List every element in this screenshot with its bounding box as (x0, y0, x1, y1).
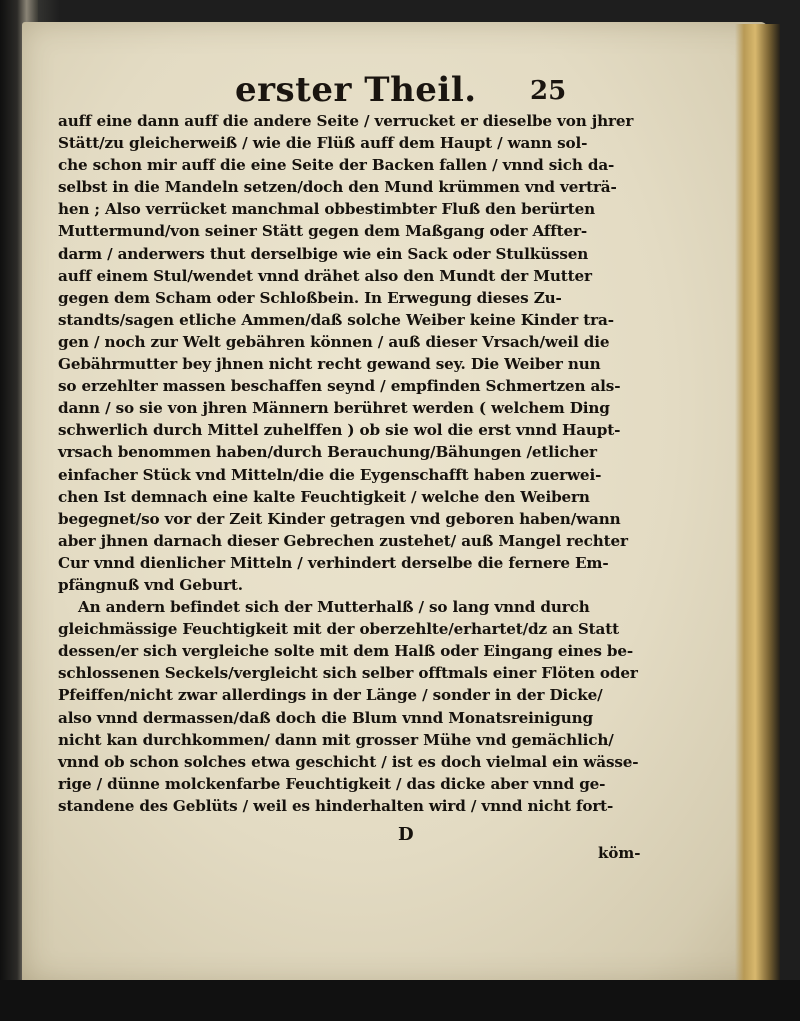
catchword: köm- (598, 844, 641, 862)
text-line: vnnd ob schon solches etwa geschicht / ist es doch vielmal ein wässe- (58, 752, 639, 771)
text-line: dann / so sie von jhren Männern berühret werden ( welchem Ding (58, 399, 610, 418)
text-line: gen / noch zur Welt gebähren können / auß dieser Vrsach/weil die (58, 332, 610, 351)
page-footer (58, 824, 658, 874)
text-line: standts/sagen etliche Ammen/daß solche Weiber keine Kinder tra- (58, 310, 614, 329)
text-line: gleichmässige Feuchtigkeit mit der oberzehlte/erhartet/dz an Statt (58, 620, 619, 639)
body-text (58, 110, 658, 817)
text-line: dessen/er sich vergleiche solte mit dem Halß oder Eingang eines be- (58, 642, 634, 661)
running-head: erster Theil. (235, 70, 477, 110)
text-line: pfängnuß vnd Geburt. (58, 575, 243, 594)
text-line: rige / dünne molckenfarbe Feuchtigkeit / das dicke aber vnnd ge- (58, 774, 606, 793)
text-line: Cur vnnd dienlicher Mitteln / verhindert derselbe die fernere Em- (58, 553, 609, 572)
scan-background (0, 980, 800, 1021)
page-number: 25 (530, 76, 567, 106)
text-line: gegen dem Scham oder Schloßbein. In Erwegung dieses Zu- (58, 288, 562, 307)
text-line: einfacher Stück vnd Mitteln/die die Eygenschafft haben zuerwei- (58, 465, 602, 484)
text-line: schwerlich durch Mittel zuhelffen ) ob sie wol die erst vnnd Haupt- (58, 421, 621, 440)
text-line: nicht kan durchkommen/ dann mit grosser Mühe vnd gemächlich/ (58, 730, 614, 749)
text-line: standene des Geblüts / weil es hinderhalten wird / vnnd nicht fort- (58, 796, 614, 815)
page-gutter-shadow (735, 24, 780, 984)
text-line: chen Ist demnach eine kalte Feuchtigkeit / welche den Weibern (58, 487, 590, 506)
text-line: che schon mir auff die eine Seite der Backen fallen / vnnd sich da- (58, 156, 615, 175)
text-line: aber jhnen darnach dieser Gebrechen zustehet/ auß Mangel rechter (58, 531, 628, 550)
text-line: Pfeiffen/nicht zwar allerdings in der Länge / sonder in der Dicke/ (58, 686, 603, 705)
text-line: darm / anderwers thut derselbige wie ein Sack oder Stulküssen (58, 244, 589, 263)
text-line: Stätt/zu gleicherweiß / wie die Flüß auff dem Haupt / wann sol- (58, 134, 588, 153)
text-line: Gebährmutter bey jhnen nicht recht gewand sey. Die Weiber nun (58, 355, 601, 374)
text-line: schlossenen Seckels/vergleicht sich selber offtmals einer Flöten oder (58, 664, 638, 683)
text-line: so erzehlter massen beschaffen seynd / empfinden Schmertzen als- (58, 377, 621, 396)
text-line: hen ; Also verrücket manchmal obbestimbter Fluß den berürten (58, 200, 596, 219)
text-line: begegnet/so vor der Zeit Kinder getragen vnd geboren haben/wann (58, 509, 621, 528)
signature-mark: D (398, 824, 414, 845)
text-line: auff einem Stul/wendet vnnd drähet also den Mundt der Mutter (58, 266, 592, 285)
text-line: Muttermund/von seiner Stätt gegen dem Maßgang oder Affter- (58, 222, 587, 241)
text-line: selbst in die Mandeln setzen/doch den Mund krümmen vnd verträ- (58, 178, 617, 197)
text-line: auff eine dann auff die andere Seite / verrucket er dieselbe von jhrer (58, 112, 634, 130)
text-line: vrsach benommen haben/durch Berauchung/Bähungen /etlicher (58, 443, 597, 462)
text-line: also vnnd dermassen/daß doch die Blum vnnd Monatsreinigung (58, 708, 593, 727)
text-line: An andern befindet sich der Mutterhalß / so lang vnnd durch (78, 598, 590, 617)
